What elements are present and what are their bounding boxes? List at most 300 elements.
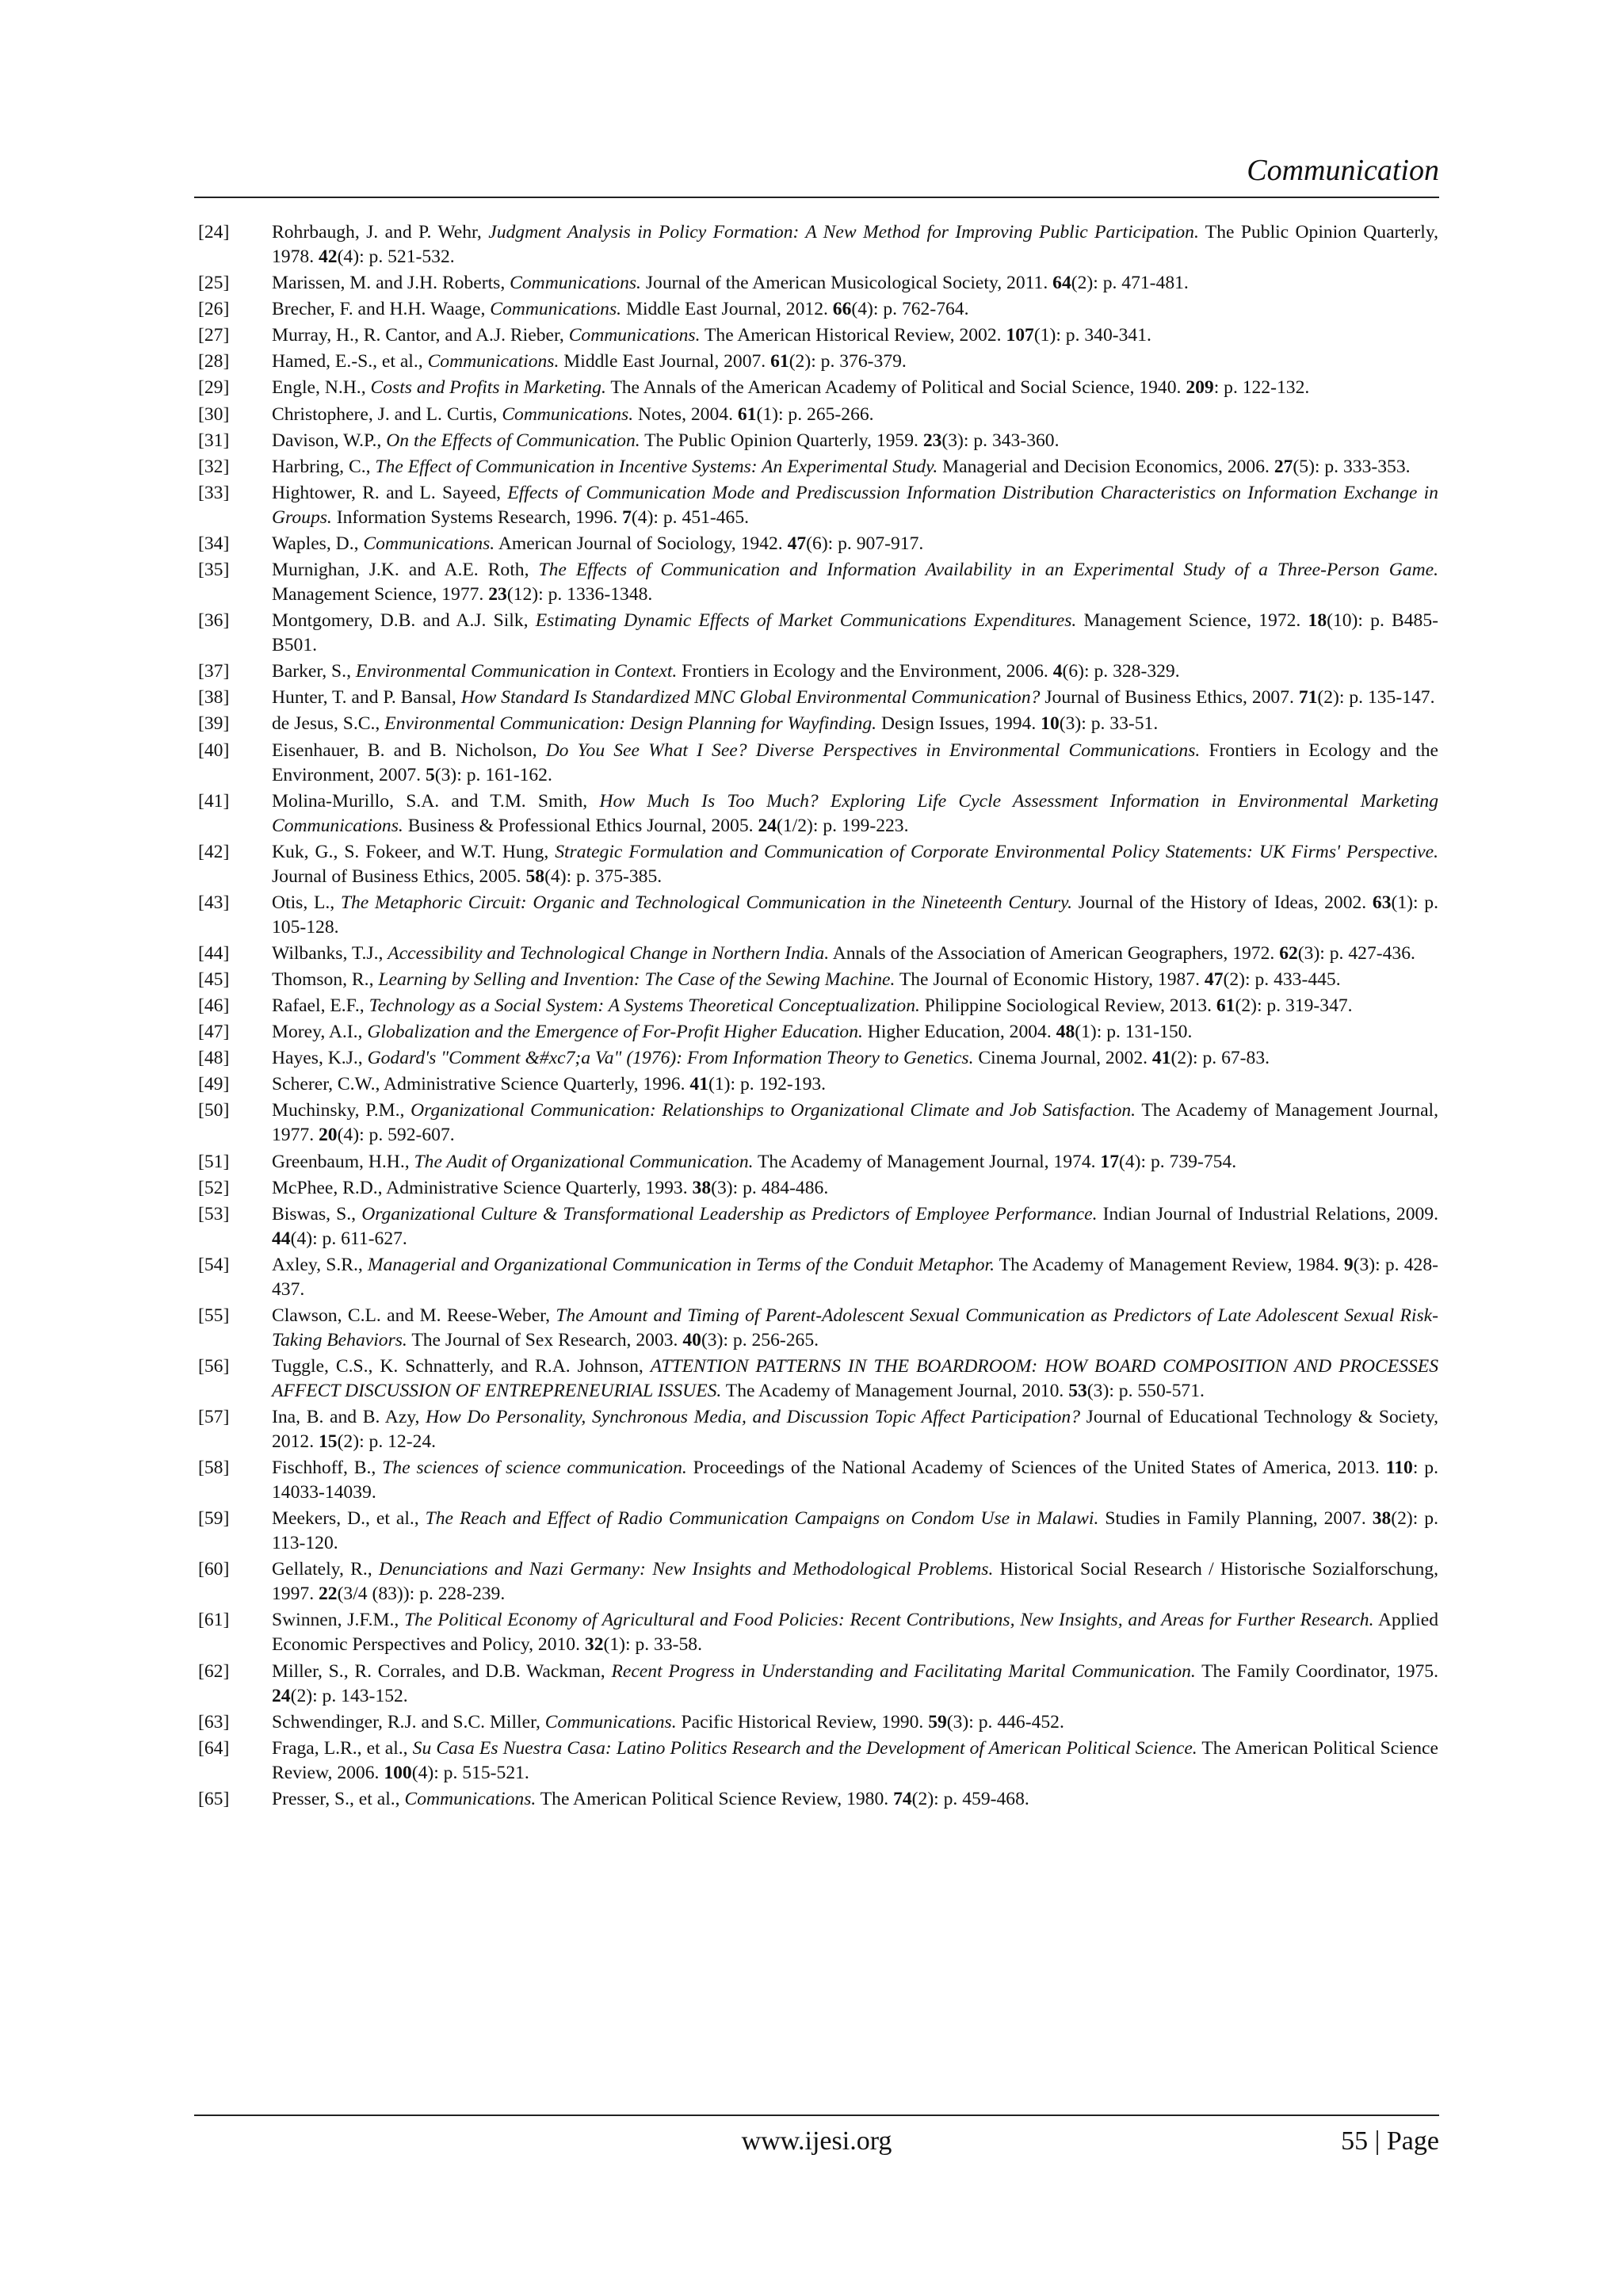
reference-pages: : p. 14033-14039.	[272, 1457, 1438, 1503]
reference-authors: Meekers, D., et al.,	[272, 1508, 426, 1530]
reference-number: [63]	[198, 1711, 230, 1733]
reference-number: [42]	[198, 841, 230, 862]
reference-title: Communications.	[502, 403, 634, 425]
reference-volume: 107	[1006, 325, 1034, 346]
reference-source: Journal of Business Ethics, 2007.	[1040, 687, 1299, 709]
reference-item	[198, 1354, 1438, 1404]
reference-number: [50]	[198, 1100, 230, 1121]
reference-title: How Much Is Too Much? Exploring Life Cycle Assessment Information in Environmental Marketing Communications.	[272, 790, 1438, 836]
reference-text	[272, 271, 1438, 296]
reference-number: [51]	[198, 1151, 230, 1172]
reference-title: How Do Personality, Synchronous Media, and Discussion Topic Affect Participation?	[426, 1407, 1080, 1428]
reference-authors: Hayes, K.J.,	[272, 1048, 368, 1069]
reference-number: [58]	[198, 1457, 230, 1479]
reference-pages: (1): p. 131-150.	[1075, 1022, 1193, 1043]
reference-source: Philippine Sociological Review, 2013.	[919, 995, 1216, 1017]
reference-authors: Hunter, T. and P. Bansal,	[272, 687, 461, 709]
reference-pages: (2): p. 143-152.	[290, 1685, 408, 1706]
reference-number: [25]	[198, 273, 230, 294]
reference-item	[198, 739, 1438, 788]
reference-source: Annals of the Association of American Geographers, 1972.	[829, 942, 1280, 964]
reference-authors: Scherer, C.W., Administrative Science Quarterly, 1996.	[272, 1074, 690, 1095]
reference-volume: 40	[682, 1329, 701, 1350]
reference-pages: (3): p. 446-452.	[946, 1711, 1064, 1733]
reference-text	[272, 1507, 1438, 1556]
reference-title: Learning by Selling and Invention: The Case of the Sewing Machine.	[378, 968, 896, 990]
reference-volume: 15	[318, 1431, 338, 1453]
reference-source: Historical Social Research / Historische Sozialforschung, 1997.	[272, 1559, 1439, 1605]
reference-volume: 59	[928, 1711, 947, 1733]
reference-item	[198, 1787, 1438, 1812]
reference-authors: Otis, L.,	[272, 892, 341, 913]
reference-title: The Metaphoric Circuit: Organic and Technological Communication in the Nineteenth Century.	[340, 892, 1073, 913]
reference-number: [36]	[198, 610, 230, 632]
reference-title: The sciences of science communication.	[382, 1457, 687, 1479]
reference-item	[198, 350, 1438, 374]
reference-source: Frontiers in Ecology and the Environment, 2007.	[272, 739, 1438, 785]
reference-text	[272, 558, 1438, 607]
reference-pages: (3): p. 343-360.	[941, 430, 1060, 451]
reference-authors: Swinnen, J.F.M.,	[272, 1610, 405, 1631]
reference-title: Estimating Dynamic Effects of Market Communications Expenditures.	[535, 610, 1077, 632]
reference-title: Strategic Formulation and Communication of Corporate Environmental Policy Statements: UK Firms' Perspective.	[555, 841, 1438, 862]
reference-text	[272, 1020, 1438, 1045]
reference-title: The Audit of Organizational Communication.	[414, 1151, 754, 1172]
reference-title: Globalization and the Emergence of For-Profit Higher Education.	[367, 1022, 863, 1043]
reference-volume: 22	[318, 1584, 338, 1605]
reference-number: [24]	[198, 222, 230, 243]
reference-number: [30]	[198, 403, 230, 425]
reference-volume: 38	[1372, 1508, 1392, 1530]
reference-title: Accessibility and Technological Change in Northern India.	[388, 942, 830, 964]
reference-title: Godard's "Comment &#xc7;a Va" (1976): From Information Theory to Genetics.	[367, 1048, 974, 1069]
reference-item	[198, 1072, 1438, 1097]
running-title: Communication	[1247, 154, 1439, 187]
reference-source: Business & Professional Ethics Journal, 2005.	[403, 815, 758, 836]
reference-pages: (4): p. 521-532.	[337, 246, 455, 267]
reference-number: [29]	[198, 377, 230, 399]
reference-item	[198, 942, 1438, 966]
reference-pages: (4): p. 375-385.	[544, 865, 663, 887]
reference-pages: (3): p. 550-571.	[1086, 1381, 1205, 1401]
reference-authors: Molina-Murillo, S.A. and T.M. Smith,	[272, 790, 600, 812]
reference-pages: (2): p. 471-481.	[1071, 273, 1189, 294]
reference-title: Communications.	[427, 351, 559, 372]
reference-volume: 53	[1068, 1381, 1087, 1401]
reference-authors: Fischhoff, B.,	[272, 1457, 383, 1479]
reference-number: [65]	[198, 1788, 230, 1809]
reference-text	[272, 1304, 1438, 1353]
reference-text	[272, 942, 1438, 966]
reference-volume: 5	[425, 764, 435, 785]
reference-authors: Murnighan, J.K. and A.E. Roth,	[272, 560, 539, 581]
reference-title: The Reach and Effect of Radio Communication Campaigns on Condom Use in Malawi.	[425, 1508, 1099, 1530]
reference-source: Studies in Family Planning, 2007.	[1098, 1508, 1373, 1530]
reference-authors: Thomson, R.,	[272, 968, 379, 990]
reference-volume: 61	[770, 351, 789, 372]
reference-title: Effects of Communication Mode and Prediscussion Information Distribution Characteristics on Information Exchange in Groups.	[272, 482, 1438, 528]
reference-number: [62]	[198, 1660, 230, 1682]
reference-volume: 110	[1385, 1457, 1413, 1479]
reference-source: The Journal of Economic History, 1987.	[895, 968, 1205, 990]
reference-pages: (3): p. 428-437.	[272, 1254, 1438, 1300]
reference-authors: Rohrbaugh, J. and P. Wehr,	[272, 222, 489, 243]
reference-pages: (1): p. 265-266.	[756, 403, 874, 425]
reference-authors: de Jesus, S.C.,	[272, 713, 385, 735]
reference-text	[272, 1046, 1438, 1071]
reference-source: The Academy of Management Review, 1984.	[995, 1254, 1344, 1275]
reference-volume: 63	[1372, 892, 1392, 913]
reference-item	[198, 609, 1438, 658]
reference-item	[198, 455, 1438, 479]
reference-authors: Waples, D.,	[272, 533, 364, 554]
reference-source: Middle East Journal, 2007.	[559, 351, 771, 372]
reference-text	[272, 1202, 1438, 1251]
reference-volume: 41	[1151, 1048, 1171, 1069]
reference-number: [26]	[198, 299, 230, 320]
reference-number: [38]	[198, 687, 230, 709]
reference-number: [43]	[198, 892, 230, 913]
reference-authors: Ina, B. and B. Azy,	[272, 1407, 426, 1428]
reference-item	[198, 323, 1438, 348]
reference-title: How Standard Is Standardized MNC Global Environmental Communication?	[460, 687, 1041, 709]
reference-authors: Wilbanks, T.J.,	[272, 942, 388, 964]
reference-pages: (3): p. 256-265.	[701, 1329, 819, 1350]
reference-text	[272, 1098, 1438, 1148]
reference-text	[272, 1253, 1438, 1302]
reference-number: [46]	[198, 995, 230, 1017]
reference-text	[272, 1787, 1438, 1812]
reference-source: The Journal of Sex Research, 2003.	[407, 1329, 683, 1350]
reference-volume: 47	[1204, 968, 1224, 990]
reference-pages: (4): p. 451-465.	[631, 506, 750, 528]
reference-text	[272, 840, 1438, 889]
reference-text	[272, 220, 1438, 269]
reference-number: [28]	[198, 351, 230, 372]
reference-authors: Barker, S.,	[272, 661, 356, 682]
reference-authors: Engle, N.H.,	[272, 377, 371, 399]
reference-text	[272, 403, 1438, 427]
reference-text	[272, 1557, 1438, 1606]
reference-authors: Hamed, E.-S., et al.,	[272, 351, 428, 372]
page-footer	[194, 2115, 1439, 2164]
reference-pages: (4): p. 611-627.	[290, 1228, 407, 1249]
reference-source: Pacific Historical Review, 1990.	[676, 1711, 929, 1733]
reference-volume: 32	[584, 1634, 604, 1656]
reference-text	[272, 1405, 1438, 1454]
reference-source: The Public Opinion Quarterly, 1959.	[640, 430, 923, 451]
reference-title: Communications.	[568, 325, 701, 346]
reference-authors: Axley, S.R.,	[272, 1254, 368, 1275]
reference-authors: Harbring, C.,	[272, 456, 376, 477]
reference-source: The American Historical Review, 2002.	[700, 325, 1006, 346]
reference-text	[272, 968, 1438, 992]
reference-pages: (3): p. 427-436.	[1297, 942, 1415, 964]
reference-text	[272, 481, 1438, 530]
reference-item	[198, 1608, 1438, 1657]
reference-volume: 100	[384, 1762, 412, 1783]
reference-item	[198, 1150, 1438, 1175]
reference-number: [47]	[198, 1022, 230, 1043]
reference-title: ATTENTION PATTERNS IN THE BOARDROOM: HOW BOARD COMPOSITION AND PROCESSES AFFECT DISCUSSION OF ENTREPRENEURIAL ISSUES.	[272, 1356, 1438, 1401]
reference-volume: 23	[922, 430, 942, 451]
reference-authors: Tuggle, C.S., K. Schnatterly, and R.A. Johnson,	[272, 1356, 651, 1377]
reference-volume: 47	[787, 533, 807, 554]
reference-item	[198, 1304, 1438, 1353]
reference-text	[272, 1608, 1438, 1657]
reference-source: Middle East Journal, 2012.	[621, 299, 833, 320]
page-number: 55 | Page	[1341, 2126, 1439, 2156]
reference-text	[272, 1072, 1438, 1097]
reference-volume: 61	[1216, 995, 1235, 1017]
reference-title: The Effects of Communication and Information Availability in an Experimental Study of a Three-Person Game.	[538, 560, 1438, 581]
reference-authors: Marissen, M. and J.H. Roberts,	[272, 273, 510, 294]
journal-url[interactable]: www.ijesi.org	[741, 2126, 892, 2156]
reference-source: Frontiers in Ecology and the Environment, 2006.	[677, 661, 1053, 682]
reference-pages: (2): p. 319-347.	[1235, 995, 1353, 1017]
reference-pages: (6): p. 328-329.	[1062, 661, 1180, 682]
reference-number: [57]	[198, 1407, 230, 1428]
reference-number: [31]	[198, 430, 230, 451]
reference-number: [56]	[198, 1356, 230, 1377]
reference-pages: (2): p. 67-83.	[1170, 1048, 1270, 1069]
reference-item	[198, 712, 1438, 736]
reference-volume: 42	[318, 246, 338, 267]
reference-text	[272, 1736, 1438, 1786]
reference-number: [48]	[198, 1048, 230, 1069]
reference-pages: (2): p. 459-468.	[911, 1788, 1029, 1809]
reference-pages: (10): p. B485-B501.	[272, 610, 1439, 656]
reference-number: [45]	[198, 968, 230, 990]
reference-volume: 4	[1052, 661, 1063, 682]
reference-item	[198, 1176, 1438, 1201]
reference-authors: Gellately, R.,	[272, 1559, 380, 1580]
reference-item	[198, 558, 1438, 607]
reference-source: Information Systems Research, 1996.	[331, 506, 623, 528]
reference-pages: (6): p. 907-917.	[806, 533, 924, 554]
reference-pages: (3): p. 161-162.	[434, 764, 552, 785]
reference-authors: Rafael, E.F.,	[272, 995, 369, 1017]
reference-text	[272, 739, 1438, 788]
reference-source: The Academy of Management Journal, 2010.	[721, 1381, 1069, 1401]
reference-text	[272, 891, 1438, 940]
reference-pages: (5): p. 333-353.	[1293, 456, 1411, 477]
reference-source: Journal of the American Musicological Society, 2011.	[640, 273, 1053, 294]
reference-source: The Annals of the American Academy of Political and Social Science, 1940.	[605, 377, 1186, 399]
reference-source: Journal of Educational Technology & Society, 2012.	[272, 1407, 1438, 1453]
reference-source: Journal of Business Ethics, 2005.	[272, 865, 526, 887]
reference-source: Cinema Journal, 2002.	[973, 1048, 1152, 1069]
reference-volume: 71	[1298, 687, 1318, 709]
reference-pages: (2): p. 135-147.	[1317, 687, 1435, 709]
reference-authors: Greenbaum, H.H.,	[272, 1151, 414, 1172]
reference-title: Su Casa Es Nuestra Casa: Latino Politics Research and the Development of American Political Science.	[412, 1737, 1197, 1759]
reference-pages: (1/2): p. 199-223.	[777, 815, 909, 836]
reference-text	[272, 1660, 1438, 1709]
reference-pages: (1): p. 192-193.	[708, 1074, 827, 1095]
reference-volume: 41	[689, 1074, 708, 1095]
reference-source: Proceedings of the National Academy of Sciences of the United States of America, 2013.	[686, 1457, 1386, 1479]
reference-title: The Political Economy of Agricultural and Food Policies: Recent Contributions, New Insights, and Areas for Further Research.	[404, 1610, 1374, 1631]
reference-title: Do You See What I See? Diverse Perspectives in Environmental Communications.	[545, 739, 1201, 761]
reference-pages: (2): p. 376-379.	[789, 351, 907, 372]
reference-authors: Clawson, C.L. and M. Reese-Weber,	[272, 1305, 556, 1326]
reference-text	[272, 532, 1438, 556]
reference-number: [53]	[198, 1203, 230, 1224]
reference-number: [59]	[198, 1508, 230, 1530]
reference-text	[272, 429, 1438, 453]
reference-item	[198, 297, 1438, 322]
reference-title: Communications.	[404, 1788, 537, 1809]
reference-authors: Hightower, R. and L. Sayeed,	[272, 482, 508, 503]
reference-volume: 61	[737, 403, 757, 425]
reference-text	[272, 659, 1438, 684]
reference-authors: Eisenhauer, B. and B. Nicholson,	[272, 739, 546, 761]
reference-source: The Public Opinion Quarterly, 1978.	[272, 222, 1439, 267]
reference-item	[198, 220, 1438, 269]
reference-title: Communications.	[363, 533, 495, 554]
reference-title: Environmental Communication in Context.	[355, 661, 678, 682]
reference-pages: (4): p. 592-607.	[337, 1125, 455, 1146]
reference-item	[198, 840, 1438, 889]
reference-authors: Davison, W.P.,	[272, 430, 387, 451]
reference-text	[272, 789, 1438, 839]
reference-item	[198, 481, 1438, 530]
reference-item	[198, 1557, 1438, 1606]
reference-volume: 17	[1100, 1151, 1120, 1172]
reference-item	[198, 1046, 1438, 1071]
page-header	[194, 151, 1439, 198]
reference-source: Managerial and Decision Economics, 2006.	[938, 456, 1274, 477]
reference-item	[198, 1202, 1438, 1251]
reference-authors: Presser, S., et al.,	[272, 1788, 405, 1809]
reference-number: [37]	[198, 661, 230, 682]
reference-item	[198, 403, 1438, 427]
reference-title: Denunciations and Nazi Germany: New Insights and Methodological Problems.	[379, 1559, 994, 1580]
reference-number: [27]	[198, 325, 230, 346]
reference-pages: (3/4 (83)): p. 228-239.	[337, 1584, 506, 1605]
reference-source: American Journal of Sociology, 1942.	[495, 533, 788, 554]
reference-source: The Academy of Management Journal, 1977.	[272, 1100, 1438, 1146]
reference-title: Communications.	[544, 1711, 677, 1733]
reference-pages: (3): p. 484-486.	[711, 1177, 829, 1198]
reference-pages: (3): p. 33-51.	[1059, 713, 1159, 735]
reference-volume: 209	[1186, 377, 1214, 399]
reference-title: The Effect of Communication in Incentive Systems: An Experimental Study.	[375, 456, 938, 477]
reference-volume: 18	[1308, 610, 1327, 632]
reference-volume: 7	[622, 506, 632, 528]
reference-pages: : p. 122-132.	[1213, 377, 1310, 399]
reference-text	[272, 350, 1438, 374]
reference-item	[198, 429, 1438, 453]
reference-text	[272, 1176, 1438, 1201]
reference-text	[272, 297, 1438, 322]
reference-title: Judgment Analysis in Policy Formation: A New Method for Improving Public Participation.	[488, 222, 1199, 243]
reference-item	[198, 994, 1438, 1018]
reference-volume: 58	[525, 865, 545, 887]
reference-number: [64]	[198, 1737, 230, 1759]
reference-source: The Academy of Management Journal, 1974.	[753, 1151, 1101, 1172]
reference-item	[198, 686, 1438, 710]
reference-item	[198, 1098, 1438, 1148]
reference-authors: Christophere, J. and L. Curtis,	[272, 403, 502, 425]
reference-list	[198, 220, 1438, 1813]
reference-number: [61]	[198, 1610, 230, 1631]
reference-pages: (4): p. 739-754.	[1119, 1151, 1237, 1172]
reference-volume: 38	[692, 1177, 712, 1198]
reference-authors: Schwendinger, R.J. and S.C. Miller,	[272, 1711, 545, 1733]
reference-number: [44]	[198, 942, 230, 964]
reference-pages: (4): p. 762-764.	[851, 299, 969, 320]
reference-pages: (1): p. 105-128.	[272, 892, 1438, 938]
reference-item	[198, 1710, 1438, 1735]
reference-item	[198, 968, 1438, 992]
reference-authors: Brecher, F. and H.H. Waage,	[272, 299, 491, 320]
reference-authors: Fraga, L.R., et al.,	[272, 1737, 413, 1759]
reference-pages: (2): p. 12-24.	[337, 1431, 437, 1453]
reference-number: [33]	[198, 482, 230, 503]
reference-title: Technology as a Social System: A Systems Theoretical Conceptualization.	[369, 995, 920, 1017]
reference-source: Management Science, 1977.	[272, 584, 489, 606]
reference-source: The American Political Science Review, 1980.	[536, 1788, 894, 1809]
reference-item	[198, 1507, 1438, 1556]
reference-number: [52]	[198, 1177, 230, 1198]
reference-text	[272, 1456, 1438, 1505]
reference-number: [54]	[198, 1254, 230, 1275]
reference-pages: (2): p. 433-445.	[1223, 968, 1341, 990]
reference-text	[272, 1710, 1438, 1735]
reference-authors: McPhee, R.D., Administrative Science Quarterly, 1993.	[272, 1177, 693, 1198]
reference-authors: Miller, S., R. Corrales, and D.B. Wackman,	[272, 1660, 612, 1682]
reference-number: [35]	[198, 560, 230, 581]
reference-number: [41]	[198, 790, 230, 812]
reference-title: Managerial and Organizational Communication in Terms of the Conduit Metaphor.	[367, 1254, 995, 1275]
reference-volume: 27	[1274, 456, 1293, 477]
reference-number: [49]	[198, 1074, 230, 1095]
reference-volume: 24	[272, 1685, 291, 1706]
reference-text	[272, 376, 1438, 400]
reference-text	[272, 609, 1438, 658]
reference-title: Communications.	[490, 299, 622, 320]
reference-pages: (12): p. 1336-1348.	[506, 584, 653, 606]
reference-item	[198, 1660, 1438, 1709]
reference-title: Environmental Communication: Design Planning for Wayfinding.	[384, 713, 877, 735]
reference-authors: Montgomery, D.B. and A.J. Silk,	[272, 610, 536, 632]
reference-number: [60]	[198, 1559, 230, 1580]
reference-item	[198, 789, 1438, 839]
reference-title: Costs and Profits in Marketing.	[370, 377, 606, 399]
reference-authors: Biswas, S.,	[272, 1203, 362, 1224]
reference-source: The Family Coordinator, 1975.	[1195, 1660, 1438, 1682]
reference-authors: Morey, A.I.,	[272, 1022, 368, 1043]
reference-number: [32]	[198, 456, 230, 477]
reference-source: Notes, 2004.	[633, 403, 738, 425]
reference-number: [40]	[198, 739, 230, 761]
reference-item	[198, 1020, 1438, 1045]
reference-volume: 74	[893, 1788, 912, 1809]
reference-title: Recent Progress in Understanding and Facilitating Marital Communication.	[611, 1660, 1196, 1682]
reference-number: [34]	[198, 533, 230, 554]
reference-pages: (1): p. 340-341.	[1033, 325, 1151, 346]
reference-pages: (1): p. 33-58.	[603, 1634, 703, 1656]
reference-item	[198, 1405, 1438, 1454]
reference-source: Management Science, 1972.	[1076, 610, 1308, 632]
reference-title: The Amount and Timing of Parent-Adolescent Sexual Communication as Predictors of Late Adolescent Sexual Risk-Taking Behaviors.	[272, 1305, 1438, 1350]
reference-volume: 44	[272, 1228, 291, 1249]
reference-item	[198, 532, 1438, 556]
reference-source: Journal of the History of Ideas, 2002.	[1072, 892, 1373, 913]
reference-volume: 64	[1052, 273, 1071, 294]
